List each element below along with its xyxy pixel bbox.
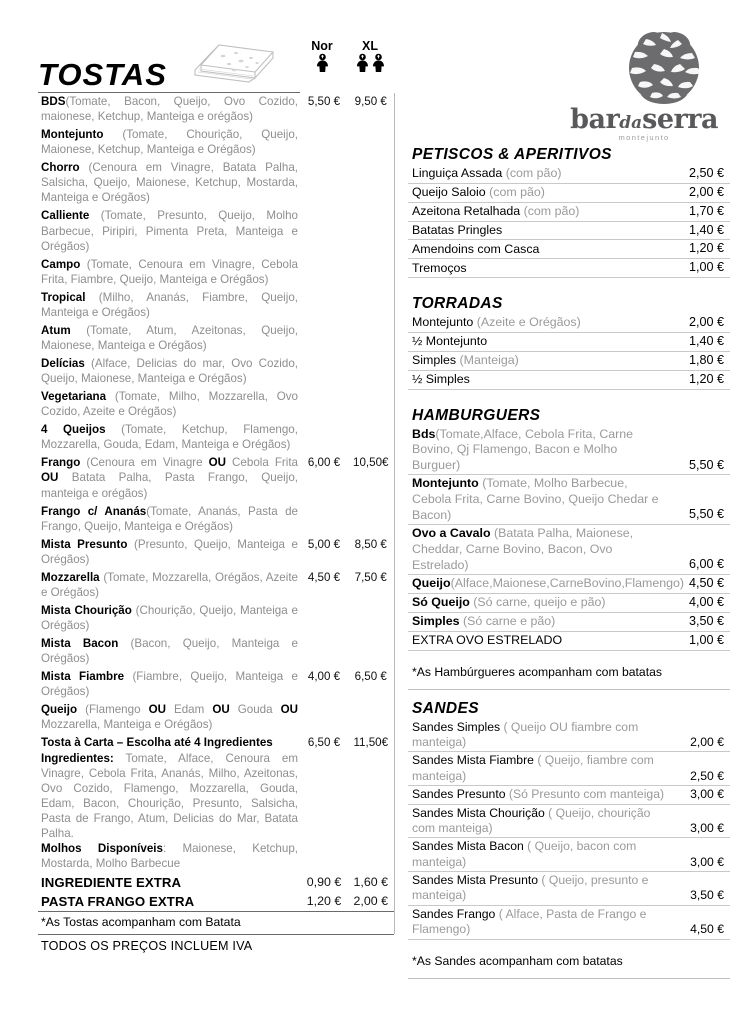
item-price: 2,00 € bbox=[688, 315, 724, 330]
list-item bbox=[408, 314, 730, 332]
brand-logo bbox=[408, 28, 730, 146]
list-item bbox=[408, 612, 730, 631]
list-item bbox=[408, 594, 730, 613]
price-xl: 6,50 € bbox=[347, 668, 394, 734]
brand-serra: serra bbox=[642, 104, 718, 135]
table-row bbox=[38, 536, 394, 569]
brand-da: da bbox=[619, 113, 643, 133]
list-item bbox=[408, 351, 730, 370]
tosta-item: Atum (Tomate, Atum, Azeitonas, Queijo, Maionese, Manteiga e Orégãos) bbox=[41, 323, 298, 352]
page-title: TOSTAS bbox=[38, 57, 167, 92]
tosta-item: Mozzarella (Tomate, Mozzarella, Orégãos, Azeite e Orégãos) bbox=[41, 570, 298, 599]
person-icon bbox=[298, 53, 346, 72]
item-price: 3,50 € bbox=[668, 872, 730, 906]
size-label-xl: XL bbox=[362, 39, 378, 53]
item-name: Queijo(Alface,Maionese,CarneBovino,Flamengo) bbox=[408, 575, 668, 594]
brand-subtitle: montejunto bbox=[618, 133, 670, 142]
tosta-item: Mista Presunto (Presunto, Queijo, Manteiga e Orégãos) bbox=[41, 537, 298, 566]
item-name: Ovo a Cavalo (Batata Palha, Maionese, Cheddar, Carne Bovino, Bacon, Ovo Estrelado) bbox=[408, 525, 668, 575]
tosta-item: 4 Queijos (Tomate, Ketchup, Flamengo, Mozzarella, Gouda, Edam, Manteiga e Orégãos) bbox=[41, 423, 298, 452]
torradas-table bbox=[408, 314, 730, 389]
tosta-item: Chorro (Cenoura em Vinagre, Batata Palha, Salsicha, Queijo, Maionese, Ketchup, Mostarda, Manteiga e Orégãos) bbox=[41, 161, 298, 205]
item-price: 2,50 € bbox=[668, 752, 730, 786]
section-title-torradas: TORRADAS bbox=[412, 295, 503, 313]
list-item bbox=[408, 240, 730, 259]
price-nor: 5,00 € bbox=[307, 537, 341, 551]
list-item bbox=[408, 786, 730, 804]
list-item bbox=[408, 202, 730, 221]
tostas-header bbox=[38, 28, 394, 92]
tosta-item: Queijo (Flamengo OU Edam OU Gouda OU Mozzarella, Manteiga e Orégãos) bbox=[41, 703, 298, 732]
list-item bbox=[408, 905, 730, 939]
tosta-item: Tropical (Milho, Ananás, Fiambre, Queijo, Manteiga e Orégãos) bbox=[41, 290, 298, 319]
list-item bbox=[408, 259, 730, 278]
list-item bbox=[408, 719, 730, 752]
table-row bbox=[38, 912, 394, 934]
item-price: 1,20 € bbox=[668, 370, 730, 389]
tosta-item: Vegetariana (Tomate, Milho, Mozzarella, Ovo Cozido, Azeite e Orégãos) bbox=[41, 390, 298, 419]
list-item bbox=[408, 804, 730, 838]
tostas-note: *As Tostas acompanham com Batata bbox=[38, 912, 300, 934]
item-price: 1,40 € bbox=[668, 221, 730, 240]
tostas-table bbox=[38, 92, 395, 934]
item-name: Montejunto (Tomate, Molho Barbecue, Cebola Frita, Carne Bovino, Queijo Chedar e Bacon) bbox=[408, 475, 668, 525]
item-price: 3,00 € bbox=[668, 838, 730, 872]
sandes-table bbox=[408, 719, 730, 940]
price-xl: 9,50 € bbox=[347, 93, 394, 455]
iva-note: TODOS OS PREÇOS INCLUEM IVA bbox=[38, 934, 394, 953]
list-item bbox=[408, 221, 730, 240]
item-name: Sandes Mista Presunto ( Queijo, presunto e manteiga) bbox=[408, 872, 668, 906]
section-title-petiscos: PETISCOS & APERITIVOS bbox=[412, 146, 612, 163]
item-price: 4,50 € bbox=[668, 575, 730, 594]
price-nor: 6,00 € bbox=[307, 456, 341, 470]
item-name: Batatas Pringles bbox=[408, 221, 668, 240]
note-pad-nor bbox=[300, 912, 347, 934]
list-item bbox=[408, 631, 730, 650]
item-price: 3,50 € bbox=[668, 612, 730, 631]
item-name: ½ Simples bbox=[408, 370, 668, 389]
item-name: Tremoços bbox=[408, 259, 668, 278]
item-name: Sandes Mista Bacon ( Queijo, bacon com manteiga) bbox=[408, 838, 668, 872]
item-name: Sandes Mista Chourição ( Queijo, chourição com manteiga) bbox=[408, 804, 668, 838]
tosta-item: Delícias (Alface, Delicias do mar, Ovo Cozido, Queijo, Maionese, Manteiga e Orégãos) bbox=[41, 357, 298, 386]
item-name: Montejunto (Azeite e Orégãos) bbox=[412, 315, 581, 330]
hamburguers-table bbox=[408, 426, 730, 651]
size-header-xl bbox=[346, 40, 394, 92]
price-xl: 8,50 € bbox=[347, 536, 394, 569]
table-row bbox=[38, 892, 394, 912]
price-nor: 4,00 € bbox=[307, 670, 341, 684]
tosta-item: Calliente (Tomate, Presunto, Queijo, Molho Barbecue, Piripiri, Pimenta Preta, Manteiga e Orégãos) bbox=[41, 209, 298, 253]
item-name: Simples (Manteiga) bbox=[408, 351, 668, 370]
item-name: Sandes Simples ( Queijo OU fiambre com manteiga) bbox=[412, 719, 639, 750]
item-price: 6,00 € bbox=[668, 525, 730, 575]
item-name: EXTRA OVO ESTRELADO bbox=[408, 631, 668, 650]
table-row bbox=[38, 873, 394, 892]
tosta-item: Tosta à Carta – Escolha até 4 Ingredientes Ingredientes: Tomate, Alface, Cenoura em Vinagre, Cebola Frita, Ananás, Milho, Azeitonas, Ovo Cozido, Flamengo, Mozzarella, Gouda, Edam, Bacon, Chourição, Presunto, Salsicha, Pasta de Frango, Atum, Delicias do Mar, Batata Palha. Molhos Disponíveis: Maionese, Ketchup, Mostarda, Molho Barbecue bbox=[41, 736, 298, 870]
list-item bbox=[408, 525, 730, 575]
item-name: Linguiça Assada (com pão) bbox=[412, 166, 562, 181]
list-item bbox=[408, 475, 730, 525]
list-item bbox=[408, 575, 730, 594]
section-title-hamburguers: HAMBURGUERS bbox=[412, 406, 541, 424]
tosta-item: Mista Chourição (Chourição, Queijo, Manteiga e Orégãos) bbox=[41, 603, 298, 632]
petiscos-table bbox=[408, 165, 730, 278]
table-row bbox=[38, 93, 394, 127]
item-price: 1,00 € bbox=[668, 631, 730, 650]
price-nor: 0,90 € bbox=[306, 875, 342, 889]
sandes-note: *As Sandes acompanham com batatas bbox=[408, 940, 730, 979]
item-name: Simples (Só carne e pão) bbox=[408, 612, 668, 631]
item-price: 5,50 € bbox=[688, 457, 724, 472]
list-item bbox=[408, 752, 730, 786]
tosta-item: Frango (Cenoura em Vinagre OU Cebola Frita OU Batata Palha, Pasta Frango, Queijo, manteiga e orégãos) bbox=[41, 456, 299, 500]
brand-wordmark bbox=[570, 106, 718, 142]
item-price: 1,80 € bbox=[668, 351, 730, 370]
price-nor: 1,20 € bbox=[306, 894, 342, 909]
list-item bbox=[408, 165, 730, 183]
size-header-nor bbox=[298, 40, 346, 92]
table-row bbox=[38, 454, 394, 502]
person-icon bbox=[346, 53, 394, 72]
item-price: 1,00 € bbox=[668, 259, 730, 278]
toasted-sandwich-icon bbox=[189, 39, 281, 88]
item-name: Bds(Tomate,Alface, Cebola Frita, Carne Bovino, Qj Flamengo, Bacon e Molho Burguer) bbox=[412, 426, 634, 472]
table-row bbox=[38, 569, 394, 602]
tosta-item: Mista Fiambre (Fiambre, Queijo, Manteiga e Orégãos) bbox=[41, 670, 298, 699]
item-name: Sandes Mista Fiambre ( Queijo, fiambre com manteiga) bbox=[408, 752, 668, 786]
item-name: Azeitona Retalhada (com pão) bbox=[408, 202, 668, 221]
item-price: 5,50 € bbox=[668, 475, 730, 525]
price-nor: 4,50 € bbox=[307, 570, 341, 584]
price-nor: 5,50 € bbox=[307, 94, 341, 108]
tosta-item: BDS(Tomate, Bacon, Queijo, Ovo Cozido, maionese, Ketchup, Manteiga e orégãos) bbox=[38, 93, 300, 127]
item-price: 4,50 € bbox=[668, 905, 730, 939]
size-label-nor: Nor bbox=[311, 39, 333, 53]
list-item bbox=[408, 426, 730, 475]
extra-label: INGREDIENTE EXTRA bbox=[41, 875, 182, 890]
tosta-item: Campo (Tomate, Cenoura em Vinagre, Cebola Frita, Fiambre, Queijo, Manteiga e Orégãos) bbox=[41, 257, 298, 286]
brand-bar: bar bbox=[570, 104, 620, 135]
right-column bbox=[394, 28, 730, 1014]
tosta-item: Frango c/ Ananás(Tomate, Ananás, Pasta de Frango, Queijo, Manteiga e Orégãos) bbox=[41, 504, 298, 533]
list-item bbox=[408, 872, 730, 906]
item-price: 2,50 € bbox=[688, 166, 724, 180]
item-name: Sandes Frango ( Alface, Pasta de Frango e Flamengo) bbox=[408, 905, 668, 939]
item-name: Amendoins com Casca bbox=[408, 240, 668, 259]
hamburguers-note: *As Hambúrgueres acompanham com batatas bbox=[408, 651, 730, 690]
item-name: Queijo Saloio (com pão) bbox=[408, 183, 668, 202]
section-title-sandes: SANDES bbox=[412, 699, 479, 717]
list-item bbox=[408, 183, 730, 202]
list-item bbox=[408, 333, 730, 352]
pinecone-icon bbox=[610, 28, 718, 104]
price-xl: 7,50 € bbox=[347, 569, 394, 668]
extra-label: PASTA FRANGO EXTRA bbox=[41, 894, 195, 910]
item-price: 3,00 € bbox=[668, 786, 730, 804]
item-price: 1,20 € bbox=[668, 240, 730, 259]
tosta-item: Montejunto (Tomate, Chourição, Queijo, Maionese, Ketchup, Manteiga e Orégãos) bbox=[41, 128, 298, 157]
note-pad-xl bbox=[347, 912, 394, 934]
table-row bbox=[38, 668, 394, 701]
price-xl: 10,50€ bbox=[347, 454, 394, 535]
tostas-column bbox=[38, 28, 394, 1014]
item-price: 1,40 € bbox=[668, 333, 730, 352]
item-price: 2,00 € bbox=[690, 735, 724, 750]
price-nor: 6,50 € bbox=[307, 736, 341, 750]
list-item bbox=[408, 370, 730, 389]
item-price: 1,70 € bbox=[668, 202, 730, 221]
item-name: Só Queijo (Só carne, queijo e pão) bbox=[408, 594, 668, 613]
price-xl: 1,60 € bbox=[347, 873, 394, 892]
item-name: ½ Montejunto bbox=[408, 333, 668, 352]
item-name: Sandes Presunto (Só Presunto com manteiga) bbox=[408, 786, 668, 804]
price-xl: 2,00 € bbox=[347, 892, 394, 912]
list-item bbox=[408, 838, 730, 872]
size-column-headers bbox=[298, 40, 394, 92]
price-xl: 11,50€ bbox=[347, 734, 394, 873]
table-row bbox=[38, 734, 394, 873]
item-price: 3,00 € bbox=[668, 804, 730, 838]
item-price: 2,00 € bbox=[668, 183, 730, 202]
item-price: 4,00 € bbox=[668, 594, 730, 613]
tosta-item: Mista Bacon (Bacon, Queijo, Manteiga e Orégãos) bbox=[41, 637, 299, 666]
